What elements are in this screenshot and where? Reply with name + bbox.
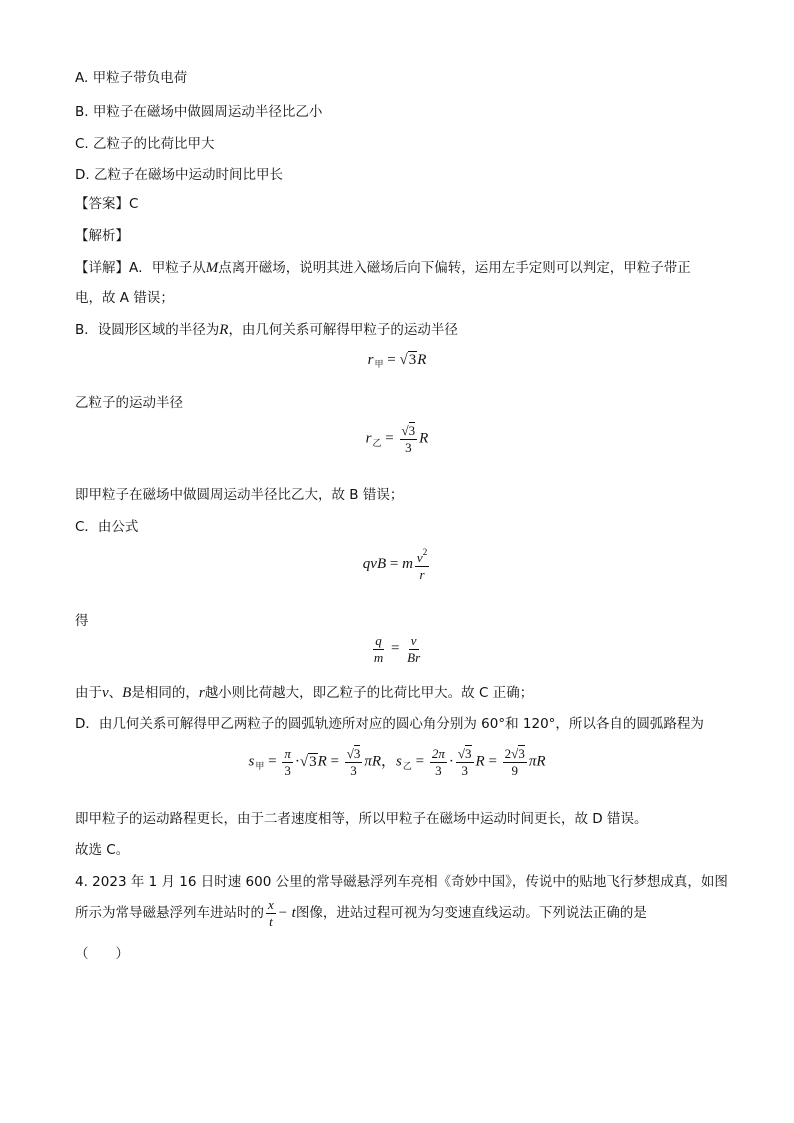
fraction [415, 548, 429, 581]
fraction [400, 424, 418, 454]
numerator: √3 [346, 746, 361, 761]
denominator: 9 [511, 762, 518, 778]
eq-symbol: r [367, 352, 374, 368]
radicand: 3 [465, 746, 472, 761]
comma: ， [381, 753, 397, 770]
detail-b-line3: 即甲粒子在磁场中做圆周运动半径比乙大，故 B 错误； [75, 487, 404, 503]
eq-sign: = [387, 640, 404, 657]
text: 图像，进站过程可视为匀变速直线运动。下列说法正确的是 [295, 905, 647, 922]
denominator: 3 [350, 762, 357, 778]
text: B．设圆形区域的半径为 [75, 322, 220, 338]
eq-sign: = [411, 753, 428, 770]
eq-sup: 2 [422, 547, 428, 557]
detail-c-line2: 得 [75, 613, 89, 629]
eq-sign: = [383, 352, 400, 368]
var-b: B [122, 685, 132, 701]
option-b: B. 甲粒子在磁场中做圆周运动半径比乙小 [75, 104, 323, 120]
eq-symbol: R [417, 352, 427, 368]
eq-sub: 甲 [374, 359, 384, 369]
detail-a-line1 [75, 256, 691, 277]
answer-line [75, 192, 138, 212]
text: A．甲粒子从 [129, 260, 206, 276]
detail-a-line2: 电，故 A 错误； [75, 290, 174, 306]
eq-sign: = [381, 430, 398, 447]
eq-symbol: R [475, 753, 485, 770]
fraction [282, 747, 293, 777]
eq-symbol: R [317, 753, 327, 770]
eq-sign: = [484, 753, 501, 770]
equation-r-yi [0, 424, 794, 454]
fraction [372, 634, 385, 664]
fraction [430, 747, 447, 777]
detail-b-line2: 乙粒子的运动半径 [75, 395, 183, 411]
numerator: v [410, 633, 417, 648]
numerator: x [268, 897, 274, 912]
analysis-label: 【解析】 [75, 228, 129, 244]
text: 是相同的， [131, 685, 199, 701]
question4-line3: （ ） [75, 946, 129, 962]
radicand: 3 [353, 746, 361, 761]
numerator: √3 [457, 746, 472, 761]
dot: · [448, 753, 454, 770]
fraction [456, 747, 474, 777]
minus-t: − t [277, 905, 296, 922]
option-c: C. 乙粒子的比荷比甲大 [75, 136, 215, 152]
denominator: r [419, 566, 425, 582]
denominator: 3 [435, 762, 442, 778]
eq-sub: 甲 [255, 760, 265, 771]
denominator: m [373, 649, 384, 665]
radicand: 3 [309, 753, 317, 770]
question4-line1: 4. 2023 年 1 月 16 日时速 600 公里的常导磁悬浮列车亮相《奇妙中国》，传说中的贴地飞行梦想成真，如图 [75, 874, 728, 890]
numerator: √3 [401, 423, 416, 438]
equation-charge-mass [0, 634, 794, 664]
eq-sub: 乙 [402, 760, 412, 771]
var-v: v [102, 685, 109, 701]
text: 由于 [75, 685, 102, 701]
question4-line2 [75, 898, 647, 928]
eq-symbol: s [248, 753, 255, 770]
eq-symbol: m [402, 556, 413, 573]
fraction [266, 898, 276, 928]
text: 点离开磁场，说明其进入磁场后向下偏转，运用左手定则可以判定，甲粒子带正 [218, 260, 691, 276]
numerator: 2√3 [504, 746, 525, 761]
eq-symbol: r [365, 430, 372, 447]
equation-arc-lengths [0, 747, 794, 777]
equation-r-jia [0, 352, 794, 370]
detail-b-line1 [75, 318, 458, 339]
denominator: 3 [284, 762, 291, 778]
detail-d-line2: 即甲粒子的运动路程更长，由于二者速度相等，所以甲粒子在磁场中运动时间更长，故 D 错误。 [75, 811, 648, 827]
sqrt: √3 [399, 352, 417, 368]
eq-symbol: s [396, 753, 402, 770]
fraction [405, 634, 422, 664]
text: 越小则比荷越大，即乙粒子的比荷比甲大。故 C 正确； [204, 685, 534, 701]
denominator: 3 [405, 439, 412, 455]
text: 、 [108, 685, 123, 701]
radicand: 3 [408, 423, 416, 438]
eq-symbol: qvB [362, 556, 387, 573]
eq-symbol: πR [364, 753, 382, 770]
radicand: 3 [518, 746, 525, 761]
eq-sign: = [386, 556, 403, 573]
option-a: A. 甲粒子带负电荷 [75, 70, 188, 86]
text: ，由几何关系可解得甲粒子的运动半径 [228, 322, 458, 338]
denominator: 3 [461, 762, 468, 778]
numerator: q [375, 633, 382, 648]
answer-label: 【答案】 [75, 196, 129, 212]
var-r: R [219, 322, 229, 338]
answer-value: C [129, 196, 139, 212]
numerator [415, 548, 429, 567]
radicand: 3 [408, 352, 417, 368]
equation-lorentz [0, 548, 794, 581]
text: 所示为常导磁悬浮列车进站时的 [75, 905, 264, 922]
eq-symbol: R [419, 430, 429, 447]
coefficient: 2 [504, 746, 512, 761]
fraction [345, 747, 363, 777]
eq-symbol: πR [528, 753, 546, 770]
fraction [503, 747, 527, 777]
detail-label: 【详解】 [75, 260, 129, 276]
eq-symbol: v [416, 550, 423, 565]
var-m: M [205, 260, 219, 276]
numerator: π [284, 746, 291, 761]
detail-d-line1: D．由几何关系可解得甲乙两粒子的圆弧轨迹所对应的圆心角分别为 60°和 120°，所以各自的圆弧路程为 [75, 716, 704, 732]
eq-sub: 乙 [372, 437, 382, 448]
var-r: r [198, 685, 205, 701]
denominator: t [269, 913, 273, 929]
dot: · [294, 753, 300, 770]
eq-sign: = [326, 753, 343, 770]
sqrt: √3 [299, 753, 317, 770]
denominator: Br [407, 649, 421, 665]
detail-c-line1: C．由公式 [75, 519, 139, 535]
eq-sign: = [264, 753, 281, 770]
numerator: 2π [431, 746, 445, 761]
option-d: D. 乙粒子在磁场中运动时间比甲长 [75, 167, 283, 183]
final-choice: 故选 C。 [75, 842, 130, 858]
detail-c-line3 [75, 681, 533, 702]
